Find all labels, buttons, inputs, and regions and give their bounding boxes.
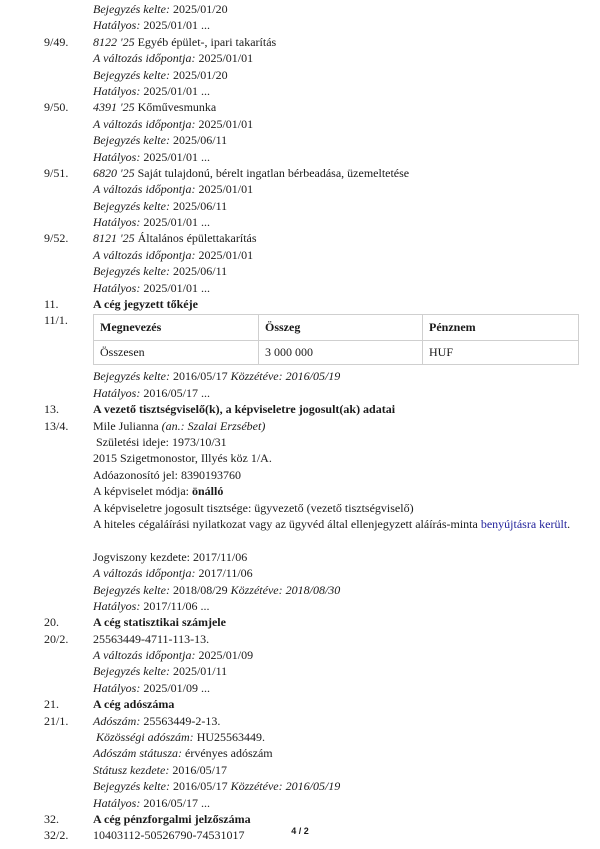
entry-change-date bbox=[0, 247, 600, 263]
entry-change-date bbox=[0, 647, 600, 663]
tax-number-status bbox=[0, 745, 600, 761]
value: 2025/01/09 bbox=[195, 648, 254, 663]
value: 2016/05/17 bbox=[169, 762, 227, 777]
column-header: Összeg bbox=[259, 315, 423, 341]
address-text: 2015 Szigetmonostor, Illyés köz 1/A. bbox=[93, 451, 272, 466]
birth-date-text: Születési ideje: 1973/10/31 bbox=[96, 434, 227, 449]
statistical-number-row bbox=[0, 631, 600, 647]
value: 2016/05/17 ... bbox=[140, 385, 210, 400]
activity-entry-9-50 bbox=[0, 99, 600, 115]
entry-effective-date bbox=[0, 214, 600, 230]
entry-effective-date bbox=[0, 280, 600, 296]
label: Hatályos: bbox=[93, 680, 141, 695]
entry-change-date bbox=[0, 50, 600, 66]
page-number: 4 / 2 bbox=[291, 826, 309, 836]
capital-table bbox=[93, 314, 579, 365]
section-title: A cég statisztikai számjele bbox=[93, 615, 226, 630]
label: Bejegyzés kelte: bbox=[93, 133, 170, 148]
table-cell: Összesen bbox=[94, 341, 259, 365]
label: Bejegyzés kelte: bbox=[93, 2, 170, 16]
entry-number: 20/2. bbox=[44, 631, 69, 646]
representation-mode bbox=[0, 483, 600, 499]
value: 2025/01/20 bbox=[169, 67, 228, 82]
section-title: A vezető tisztségviselő(k), a képviseletre jogosult(ak) adatai bbox=[93, 402, 396, 417]
label: A változás időpontja: bbox=[93, 116, 196, 131]
entry-effective-date bbox=[0, 149, 600, 165]
value: 2025/01/01 bbox=[195, 247, 254, 262]
label: Hatályos: bbox=[93, 215, 141, 230]
entry-effective-date bbox=[0, 598, 600, 614]
label: A képviselet módja: bbox=[93, 484, 192, 499]
label: Hatályos: bbox=[93, 598, 141, 613]
officer-address bbox=[0, 450, 600, 466]
label: A változás időpontja: bbox=[93, 182, 196, 197]
relationship-start bbox=[0, 549, 600, 565]
entry-registration-date bbox=[0, 1, 600, 17]
value: HU25563449. bbox=[193, 730, 266, 745]
value: 2025/01/01 ... bbox=[140, 280, 210, 295]
entry-registration-date bbox=[0, 582, 600, 598]
activity-entry-9-49 bbox=[0, 34, 600, 50]
label: Hatályos: bbox=[93, 795, 141, 810]
tax-number-row bbox=[0, 713, 600, 729]
section-number: 11. bbox=[44, 297, 59, 312]
label: Bejegyzés kelte: bbox=[93, 582, 170, 597]
value: 2025/01/09 ... bbox=[140, 680, 210, 695]
entry-number: 32/2. bbox=[44, 828, 69, 843]
entry-number: 11/1. bbox=[44, 313, 68, 328]
value: 2016/05/17 bbox=[169, 779, 231, 794]
value: 2016/05/17 ... bbox=[140, 795, 210, 810]
activity-code: 6820 '25 bbox=[93, 165, 135, 180]
entry-change-date bbox=[0, 116, 600, 132]
table-cell: HUF bbox=[423, 341, 579, 365]
published-date: Közzétéve: 2016/05/19 bbox=[230, 369, 341, 384]
signature-end: . bbox=[567, 516, 571, 531]
activity-code: 4391 '25 bbox=[93, 100, 135, 115]
label: Közösségi adószám: bbox=[96, 730, 194, 745]
label: Bejegyzés kelte: bbox=[93, 67, 170, 82]
entry-effective-date bbox=[0, 83, 600, 99]
label: Hatályos: bbox=[93, 18, 141, 33]
column-header: Pénznem bbox=[423, 315, 579, 341]
entry-change-date bbox=[0, 565, 600, 581]
tax-id-text: Adóazonosító jel: 8390193760 bbox=[93, 467, 241, 482]
position-text: A képviseletre jogosult tisztsége: ügyvezető (vezető tisztségviselő) bbox=[93, 500, 414, 515]
activity-entry-9-52 bbox=[0, 230, 600, 246]
label: A változás időpontja: bbox=[93, 566, 196, 581]
value: 2025/01/01 ... bbox=[140, 149, 210, 164]
label: A változás időpontja: bbox=[93, 51, 196, 66]
label: Bejegyzés kelte: bbox=[93, 198, 170, 213]
label: Státusz kezdete: bbox=[93, 762, 170, 777]
section-number: 32. bbox=[44, 811, 59, 826]
entry-number: 13/4. bbox=[44, 418, 69, 433]
officer-birth-date bbox=[0, 434, 600, 450]
activity-title: Saját tulajdonú, bérelt ingatlan bérbeadása, üzemeltetése bbox=[134, 165, 410, 180]
value: 2025/06/11 bbox=[169, 264, 228, 279]
signature-link[interactable]: benyújtásra került bbox=[480, 516, 568, 531]
table-header-row bbox=[94, 315, 579, 341]
section-title: A cég pénzforgalmi jelzőszáma bbox=[93, 811, 251, 826]
published-date: Közzétéve: 2016/05/19 bbox=[230, 779, 341, 794]
activity-title: Egyéb épület-, ipari takarítás bbox=[134, 34, 277, 49]
statistical-number: 25563449-4711-113-13. bbox=[93, 631, 210, 646]
value: 25563449-2-13. bbox=[140, 713, 221, 728]
activity-code: 8121 '25 bbox=[93, 231, 135, 246]
mother-name: (an.: Szalai Erzsébet) bbox=[161, 418, 266, 433]
bank-account-number: 10403112-50526790-74531017 bbox=[93, 828, 245, 843]
value: 2016/05/17 bbox=[169, 369, 231, 384]
label: Bejegyzés kelte: bbox=[93, 779, 170, 794]
officer-position bbox=[0, 500, 600, 516]
section-title: A cég jegyzett tőkéje bbox=[93, 297, 198, 312]
activity-title: Általános épülettakarítás bbox=[134, 231, 257, 246]
activity-entry-9-51 bbox=[0, 165, 600, 181]
officer-name: Mile Julianna bbox=[93, 418, 162, 433]
value: 2018/08/29 bbox=[169, 582, 231, 597]
entry-registration-date bbox=[0, 778, 600, 794]
section-heading-11 bbox=[0, 296, 600, 312]
section-title: A cég adószáma bbox=[93, 697, 175, 712]
value: 2025/01/11 bbox=[169, 664, 228, 679]
section-heading-32 bbox=[0, 811, 600, 827]
entry-registration-date bbox=[0, 663, 600, 679]
signature-text: A hiteles cégaláírási nyilatkozat vagy az ügyvéd által ellenjegyzett aláírás-minta bbox=[93, 516, 481, 531]
value: 2017/11/06 bbox=[195, 566, 253, 581]
value: 2025/01/01 ... bbox=[140, 83, 210, 98]
section-heading-21 bbox=[0, 696, 600, 712]
value: önálló bbox=[191, 484, 224, 499]
value: 2025/06/11 bbox=[169, 133, 228, 148]
entry-registration-date bbox=[0, 132, 600, 148]
label: Adószám: bbox=[93, 713, 141, 728]
value: 2025/06/11 bbox=[169, 198, 228, 213]
section-number: 21. bbox=[44, 697, 59, 712]
entry-number: 9/52. bbox=[44, 231, 69, 246]
status-start bbox=[0, 762, 600, 778]
entry-change-date bbox=[0, 181, 600, 197]
label: Adószám státusza: bbox=[93, 746, 183, 761]
value: 2025/01/01 bbox=[195, 116, 254, 131]
section-number: 13. bbox=[44, 402, 59, 417]
spacer bbox=[0, 532, 600, 548]
signature-statement bbox=[0, 516, 600, 532]
activity-title: Kőművesmunka bbox=[134, 100, 217, 115]
entry-number: 9/50. bbox=[44, 100, 69, 115]
entry-effective-date bbox=[0, 680, 600, 696]
capital-table-row bbox=[0, 312, 600, 368]
value: érvényes adószám bbox=[182, 746, 273, 761]
value: 2025/01/01 bbox=[195, 182, 254, 197]
officer-tax-id bbox=[0, 467, 600, 483]
entry-number: 9/51. bbox=[44, 165, 69, 180]
table-cell: 3 000 000 bbox=[259, 341, 423, 365]
table-row bbox=[94, 341, 579, 365]
label: Bejegyzés kelte: bbox=[93, 264, 170, 279]
activity-code: 8122 '25 bbox=[93, 34, 135, 49]
entry-number: 21/1. bbox=[44, 713, 69, 728]
column-header: Megnevezés bbox=[94, 315, 259, 341]
entry-registration-date bbox=[0, 263, 600, 279]
label: Bejegyzés kelte: bbox=[93, 664, 170, 679]
label: Hatályos: bbox=[93, 280, 141, 295]
section-heading-20 bbox=[0, 614, 600, 630]
entry-registration-date bbox=[0, 198, 600, 214]
section-heading-13 bbox=[0, 401, 600, 417]
label: Hatályos: bbox=[93, 83, 141, 98]
value: 2017/11/06 ... bbox=[140, 598, 210, 613]
value: 2025/01/01 ... bbox=[140, 18, 210, 33]
published-date: Közzétéve: 2018/08/30 bbox=[230, 582, 341, 597]
entry-registration-date bbox=[0, 368, 600, 384]
entry-number: 9/49. bbox=[44, 34, 69, 49]
value: 2025/01/01 bbox=[195, 51, 254, 66]
label: Bejegyzés kelte: bbox=[93, 369, 170, 384]
document-content bbox=[0, 1, 600, 844]
entry-effective-date bbox=[0, 17, 600, 33]
community-tax-number bbox=[0, 729, 600, 745]
entry-registration-date bbox=[0, 67, 600, 83]
label: Hatályos: bbox=[93, 149, 141, 164]
section-number: 20. bbox=[44, 615, 59, 630]
entry-effective-date bbox=[0, 385, 600, 401]
relationship-start-text: Jogviszony kezdete: 2017/11/06 bbox=[93, 549, 248, 564]
entry-effective-date bbox=[0, 795, 600, 811]
label: A változás időpontja: bbox=[93, 648, 196, 663]
value: 2025/01/20 bbox=[169, 2, 228, 16]
label: Hatályos: bbox=[93, 385, 141, 400]
label: A változás időpontja: bbox=[93, 247, 196, 262]
value: 2025/01/01 ... bbox=[140, 215, 210, 230]
officer-name-row bbox=[0, 418, 600, 434]
